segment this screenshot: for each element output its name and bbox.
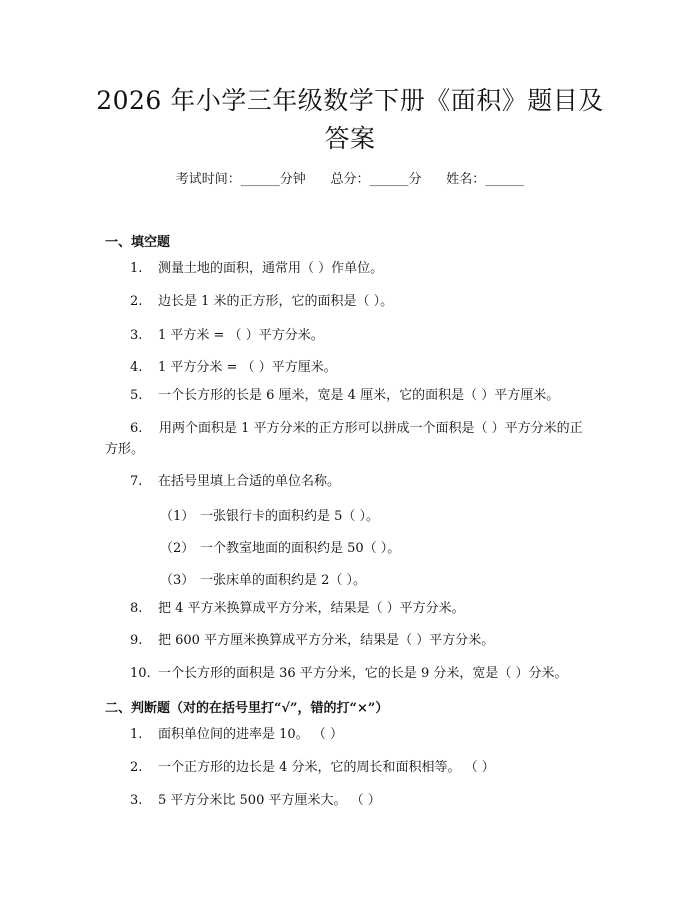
title-line-2: 答案	[324, 124, 376, 153]
item-number: 5.	[130, 388, 143, 403]
item-number: 4.	[130, 360, 143, 375]
title-line-1: 2026 年小学三年级数学下册《面积》题目及	[96, 86, 604, 115]
item-number: 9.	[130, 633, 143, 648]
item-number: 3.	[130, 793, 143, 808]
item-text: 一个长方形的长是 6 厘米，宽是 4 厘米，它的面积是（ ）平方厘米。	[158, 388, 560, 403]
item-text: 在括号里填上合适的单位名称。	[158, 474, 341, 489]
item-number: 2.	[130, 294, 143, 309]
list-item	[105, 791, 595, 811]
item-number: 3.	[130, 328, 143, 343]
item-text: 边长是 1 米的正方形，它的面积是（ ）。	[158, 294, 394, 309]
item-number: 1.	[130, 727, 143, 742]
list-item	[105, 472, 595, 492]
section-heading-fill-blank: 一、填空题	[105, 235, 171, 250]
item-text: 用两个面积是 1 平方分米的正方形可以拼成一个面积是（ ）平方分米的正方形。	[105, 421, 583, 457]
item-number: 6.	[130, 421, 143, 436]
item-number: 7.	[130, 474, 143, 489]
list-item	[105, 292, 595, 312]
section-heading-true-false: 二、判断题（对的在括号里打“√”，错的打“×”）	[105, 701, 389, 716]
sub-item	[160, 569, 366, 588]
item-text: 1 平方分米 = （ ）平方厘米。	[158, 360, 337, 375]
item-number: 8.	[130, 601, 143, 616]
item-text: 一个正方形的边长是 4 分米，它的周长和面积相等。 （ ）	[158, 760, 495, 775]
sub-item-text: 一个教室地面的面积约是 50（ ）。	[200, 541, 401, 556]
list-item	[105, 758, 595, 778]
sub-item	[160, 537, 400, 556]
item-number: 2.	[130, 760, 143, 775]
list-item	[105, 725, 595, 745]
list-item	[105, 259, 595, 279]
sub-item-number: （3）	[160, 573, 195, 588]
sub-item-number: （2）	[160, 541, 195, 556]
sub-item-text: 一张银行卡的面积约是 5（ ）。	[200, 509, 380, 524]
list-item	[105, 664, 595, 684]
sub-item-text: 一张床单的面积约是 2（ ）。	[200, 573, 367, 588]
item-text: 5 平方分米比 500 平方厘米大。 （ ）	[158, 793, 381, 808]
sub-item-number: （1）	[160, 509, 195, 524]
exam-meta-line: 考试时间：______分钟 总分：______分 姓名：______	[175, 172, 525, 187]
document-title	[80, 82, 620, 158]
item-text: 测量土地的面积，通常用（ ）作单位。	[158, 261, 384, 276]
item-text: 把 600 平方厘米换算成平方分米，结果是（ ）平方分米。	[158, 633, 495, 648]
item-text: 把 4 平方米换算成平方分米，结果是（ ）平方分米。	[158, 601, 465, 616]
list-item	[105, 418, 595, 460]
sub-item	[160, 505, 379, 524]
list-item	[105, 631, 595, 651]
list-item	[105, 358, 595, 378]
item-number: 10.	[130, 666, 151, 681]
list-item	[105, 599, 595, 619]
item-text: 一个长方形的面积是 36 平方分米，它的长是 9 分米，宽是（ ）分米。	[158, 666, 568, 681]
item-text: 1 平方米 = （ ）平方分米。	[158, 328, 324, 343]
item-text: 面积单位间的进率是 10。 （ ）	[158, 727, 343, 742]
list-item	[105, 386, 595, 406]
list-item	[105, 326, 595, 346]
item-number: 1.	[130, 261, 143, 276]
